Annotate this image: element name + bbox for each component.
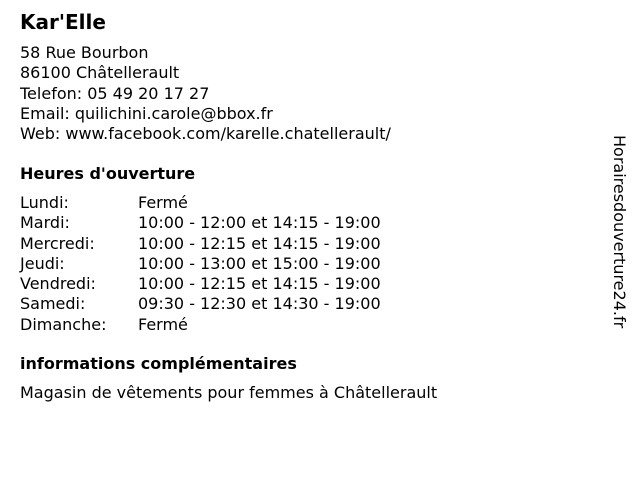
hours-row-sunday [20,315,381,335]
hours-row-monday [20,193,381,213]
additional-info-heading: informations complémentaires [20,354,297,373]
web-line: Web: www.facebook.com/karelle.chatellerault/ [20,124,391,144]
opening-hours-heading: Heures d'ouverture [20,164,196,183]
address-street: 58 Rue Bourbon [20,43,149,62]
phone-line: Telefon: 05 49 20 17 27 [20,83,210,103]
day-label: Vendredi: [20,274,96,294]
day-hours: Fermé [138,193,188,212]
day-label: Mardi: [20,213,70,233]
day-hours: 09:30 - 12:30 et 14:30 - 19:00 [138,294,381,314]
site-watermark: Horairesdouverture24.fr [610,135,629,329]
day-hours: 10:00 - 13:00 et 15:00 - 19:00 [138,253,381,273]
hours-row-wednesday [20,234,381,254]
address-city: 86100 Châtellerault [20,63,180,83]
opening-hours-table [20,193,381,335]
business-name: Kar'Elle [20,10,106,34]
day-hours: 10:00 - 12:15 et 14:15 - 19:00 [138,233,381,253]
hours-row-thursday [20,254,381,274]
day-label: Dimanche: [20,314,107,334]
day-hours: 10:00 - 12:15 et 14:15 - 19:00 [138,274,381,294]
day-hours: 10:00 - 12:00 et 14:15 - 19:00 [138,213,381,233]
email-line: Email: quilichini.carole@bbox.fr [20,103,273,123]
hours-row-tuesday [20,213,381,233]
contact-block [20,43,391,144]
day-label: Samedi: [20,294,86,314]
additional-info-text: Magasin de vêtements pour femmes à Châtellerault [20,383,438,402]
day-label: Mercredi: [20,233,95,253]
hours-row-friday [20,274,381,294]
day-label: Lundi: [20,193,69,212]
day-hours: Fermé [138,314,188,334]
day-label: Jeudi: [20,253,65,273]
hours-row-saturday [20,294,381,314]
